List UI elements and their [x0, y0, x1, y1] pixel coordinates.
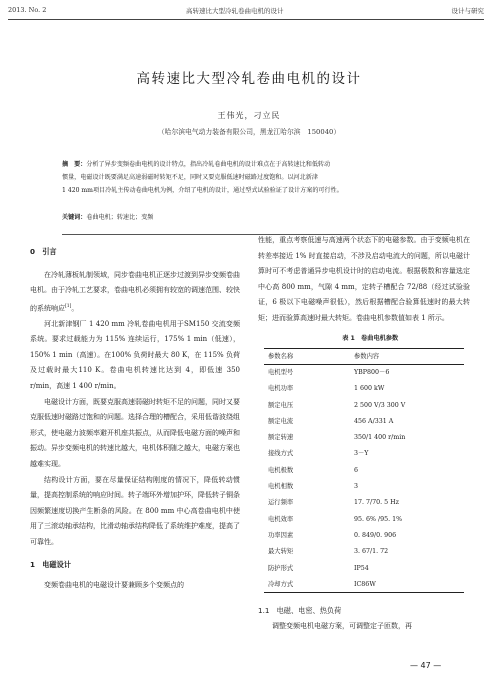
section-heading-intro: 0 引言 [30, 247, 57, 256]
table-row [264, 381, 464, 397]
table-row [264, 462, 464, 478]
header-section: 设计与研究 [451, 7, 484, 15]
table-row [264, 446, 464, 462]
paragraph: 调整变频电机电磁方案，可调整定子匝数，再 [272, 621, 412, 630]
table-cell-name: 最大转矩 [268, 548, 294, 556]
keywords-label: 关键词： [62, 214, 87, 221]
paragraph: 变频卷曲电机的电磁设计要兼顾多个变频点的 [44, 581, 184, 590]
keywords [62, 212, 153, 221]
paragraph: 河北新津钢厂 1 420 mm 冷轧卷曲电机用于SM150 交流变频系统。要求过载能力为 115% 连续运行，175% 1 min（低速），150% 1 min（高速）。在100% 负荷时最大 80 K，在 115% 负荷及过载时最大110 K。卷曲电机转速比达到 4，即低速 350 r/min，高速 1 400 r/min。 [30, 319, 240, 391]
paragraph: 性能，重点考察低速与高速两个状态下的电磁参数。由于变频电机在转差率接近 1% 时直接启动，不涉及启动电流大的问题，所以电磁计算时可不考虑普通异步电机设计时的启动电流。根据极数和容量选定中心高 800 mm，气隙 4 mm，定转子槽配合 72/88（经过试验验证，6 极以下电磁噪声很低），然后根据槽配合验算低速时的最大转矩；进而验算高速时最大转矩。卷曲电机参数值如表 1 所示。 [258, 236, 471, 322]
left-column [30, 240, 240, 594]
paragraph: 电磁设计方面，既要克服高速弱磁时转矩不足的问题，同时又要克服低速时磁路过饱和的问题。选择合理的槽配合，采用低谐波绕组形式，使电磁力波频率避开机座共振点，从而降低电磁方面的噪声和振动。异步变频电机的转速比越大，电机体积随之越大，电磁方案也越难实现。 [30, 397, 240, 469]
table-cell-name: 电机极数 [268, 466, 294, 474]
table-row [264, 414, 464, 430]
subsection-heading: 1.1 电磁、电密、热负荷 [258, 606, 342, 616]
paragraph: 结构设计方面，要在尽量保证结构刚度的情况下，降低转动惯量，提高控制系统的响应时间。转子端环外增加护环，降低转子铜条因频繁速度切换产生断条的风险。在 800 mm 中心高卷曲电机中使用了三滚动轴承结构，比滑动轴承结构降低了系统维护难度，提高了可靠性。 [30, 475, 241, 547]
header-title: 高转速比大型冷轧卷曲电机的设计 [186, 7, 284, 15]
table-cell-value: 1 600 kW [354, 385, 385, 393]
abstract-line: 惯量，电磁设计既要满足高速弱磁时转矩不足，同时又要克服低速时磁路过度饱和。以河北新津 [62, 174, 318, 182]
table-cell-name: 功率因素 [268, 531, 294, 539]
citation-ref[interactable]: [1] [65, 303, 72, 309]
table-cell-name: 防护形式 [268, 564, 294, 572]
abstract-label: 摘 要： [62, 161, 87, 168]
table-cell-value: 3－Y [354, 450, 369, 458]
article-title: 高转速比大型冷轧卷曲电机的设计 [136, 71, 362, 87]
table-header-row [264, 348, 464, 365]
abstract [62, 158, 450, 198]
table-cell-value: 2 500 V/3 300 V [354, 401, 406, 409]
table-row [264, 479, 464, 495]
table-row [264, 560, 464, 576]
header-rule [8, 19, 484, 20]
table-cell-name: 电机效率 [268, 515, 294, 523]
table-cell-value: 6 [354, 466, 359, 474]
abstract-line: 1 420 mm项目冷轧主传动卷曲电机为例，介绍了电机的设计，通过型式试验验证了设计方案的可行性。 [62, 187, 343, 195]
table-cell-name: 冷却方式 [268, 580, 294, 588]
table-row [264, 397, 464, 413]
table-cell-value: 0. 849/0. 906 [354, 531, 397, 539]
table-cell-value: 95. 6% /95. 1% [354, 515, 403, 523]
table-cell-name: 电机型号 [268, 369, 294, 377]
table-row [264, 365, 464, 381]
table-cell-value: IC86W [354, 580, 376, 588]
affiliation: （哈尔滨电气动力装备有限公司，黑龙江哈尔滨 150040） [157, 128, 341, 136]
paragraph: 在冷轧薄板轧制领域，同步卷曲电机正逐步过渡到异步变频卷曲电机。由于冷轧工艺要求，卷曲电机必须拥有较宽的调速范围、较快的系统响应[1]。 [30, 270, 240, 313]
table-cell-name: 运行频率 [268, 499, 294, 507]
right-column [258, 233, 470, 635]
table-cell-value: 3. 67/1. 72 [354, 548, 389, 556]
table-cell-value: IP54 [354, 564, 369, 572]
table-cell-name: 额定电压 [268, 401, 294, 409]
keywords-text: 卷曲电机；转速比；变频 [86, 214, 154, 221]
section-heading-electromagnetic: 1 电磁设计 [30, 559, 71, 569]
table-row [264, 511, 464, 527]
page-number: — 47 — [410, 661, 442, 670]
authors: 王伟光，刁立民 [217, 111, 281, 120]
table-row [264, 430, 464, 446]
running-header [8, 6, 484, 18]
table-cell-value: YBP800－6 [354, 369, 390, 377]
table-header: 参数内容 [354, 352, 380, 360]
table-cell-name: 电机相数 [268, 483, 294, 491]
table-caption: 表 1 卷曲电机参数 [342, 334, 399, 342]
table-cell-value: 17. 7/70. 5 Hz [354, 499, 399, 507]
table-cell-value: 350/1 400 r/min [354, 434, 406, 442]
parameter-table [264, 348, 464, 594]
table-row [264, 528, 464, 544]
table-cell-name: 额定转速 [268, 434, 294, 442]
table-cell-name: 接线方式 [268, 450, 294, 458]
table-cell-value: 3 [354, 483, 359, 491]
table-row [264, 544, 464, 560]
table-header: 参数名称 [268, 352, 294, 360]
table-cell-name: 额定电流 [268, 417, 294, 425]
header-issue: 2013. No. 2 [8, 6, 47, 14]
table-row [264, 495, 464, 511]
table-cell-name: 电机功率 [268, 385, 294, 393]
abstract-line: 分析了异步变频卷曲电机的设计特点，指出冷轧卷曲电机的设计难点在于高转速比和低转动 [86, 161, 331, 168]
table-cell-value: 456 A/331 A [354, 417, 394, 425]
table-row [264, 577, 464, 593]
